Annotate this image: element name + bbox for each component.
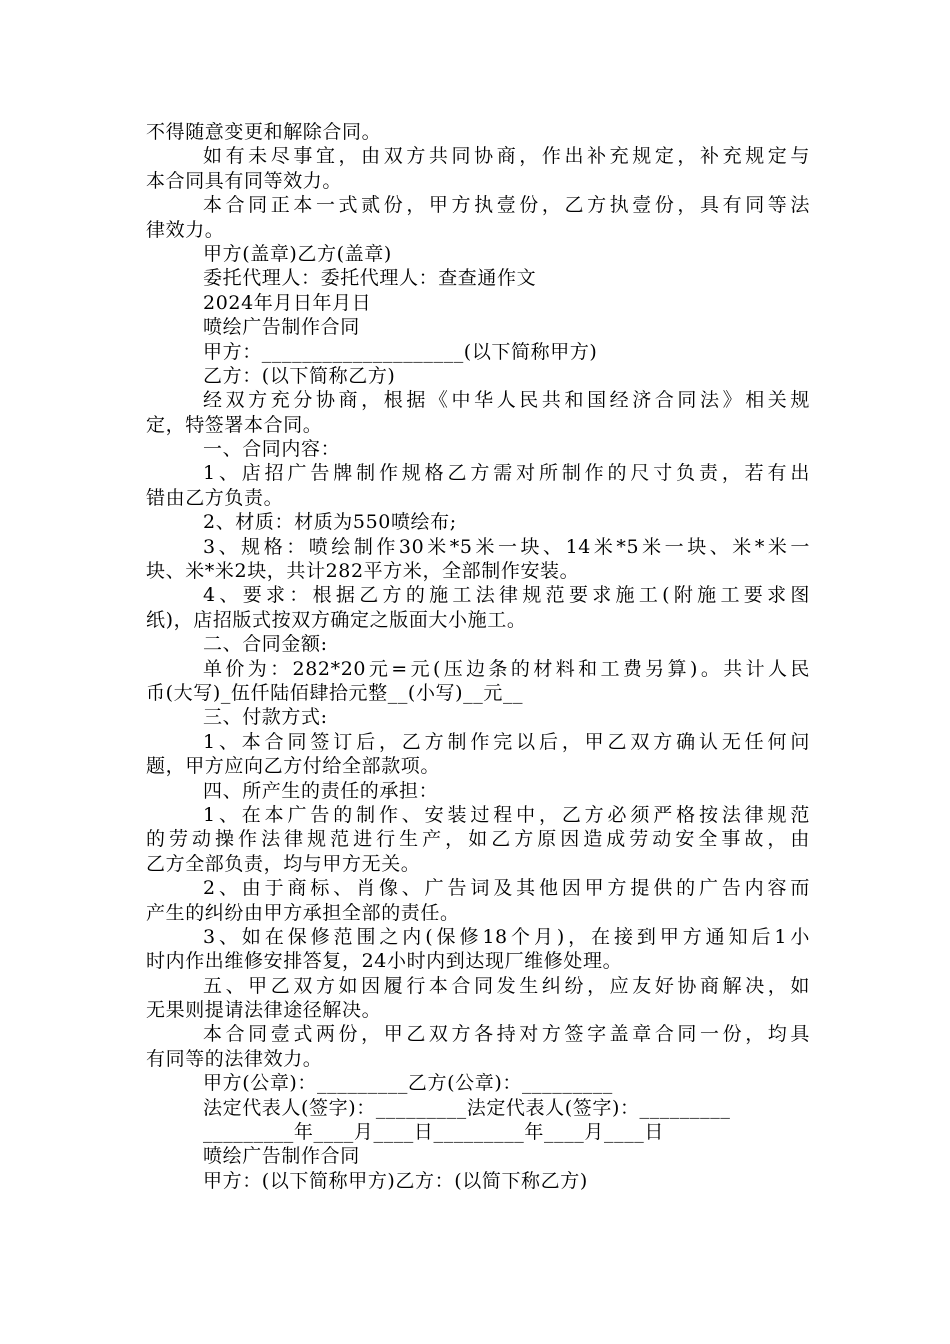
text-line: 3、如在保修范围之内(保修18个月)，在接到甲方通知后1小 [203,925,810,948]
text-line: 四、所产生的责任的承担： [203,779,439,802]
text-line: 甲方：____________________(以下简称甲方) [203,340,598,363]
text-line: 三、付款方式: [203,706,328,729]
text-line: 币(大写)_伍仟陆佰肆拾元整__(小写)__元__ [146,681,524,704]
text-line: 甲方(公章)：_________乙方(公章)：_________ [203,1072,613,1095]
text-line: 委托代理人：委托代理人：查查通作文 [203,267,537,290]
text-line: 有同等的法律效力。 [146,1047,323,1070]
text-line: 二、合同金额: [203,633,328,656]
text-line: 不得随意变更和解除合同。 [146,121,382,143]
text-line: 单价为：282*20元=元(压边条的材料和工费另算)。共计人民 [203,657,810,680]
text-line: 2、材质：材质为550喷绘布; [203,511,457,534]
text-line: 甲方：(以下简称甲方)乙方：(以简下称乙方) [203,1169,588,1192]
text-line: 喷绘广告制作合同 [203,1145,360,1168]
text-line: 如有未尽事宜，由双方共同协商，作出补充规定，补充规定与 [203,145,810,168]
text-line: 本合同具有同等效力。 [146,169,343,192]
text-line: 甲方(盖章)乙方(盖章) [203,242,392,265]
text-line: 1、店招广告牌制作规格乙方需对所制作的尺寸负责，若有出 [203,462,810,485]
text-line: 时内作出维修安排答复，24小时内到达现厂维修处理。 [146,950,623,973]
text-line: 4、要求：根据乙方的施工法律规范要求施工(附施工要求图 [203,584,810,607]
text-line: 喷绘广告制作合同 [203,316,360,339]
text-line: 产生的纠纷由甲方承担全部的责任。 [146,901,460,924]
text-line: 2、由于商标、肖像、广告词及其他因甲方提供的广告内容而 [203,877,810,900]
text-line: 块、米*米2块，共计282平方米，全部制作安装。 [146,560,580,583]
text-line: 经双方充分协商，根据《中华人民共和国经济合同法》相关规 [203,389,810,412]
text-line: 本合同正本一式贰份，甲方执壹份，乙方执壹份，具有同等法 [203,194,810,217]
document-body [146,120,810,1193]
text-line: 1、在本广告的制作、安装过程中，乙方必须严格按法律规范 [203,803,810,826]
text-line: 的劳动操作法律规范进行生产，如乙方原因造成劳动安全事故，由 [146,828,810,851]
text-line: 法定代表人(签字)：_________法定代表人(签字)：_________ [203,1096,731,1119]
text-line: 定，特签署本合同。 [146,413,323,436]
text-line: 一、合同内容： [203,438,341,461]
text-line: 题，甲方应向乙方付给全部款项。 [146,755,441,778]
text-line: 五、甲乙双方如因履行本合同发生纠纷，应友好协商解决，如 [203,974,810,997]
text-line: 2024年月日年月日 [203,291,372,314]
text-line: 律效力。 [146,218,225,241]
text-line: 3、规格：喷绘制作30米*5米一块、14米*5米一块、米*米一 [203,535,810,558]
text-line: 无果则提请法律途径解决。 [146,999,382,1022]
text-line: 乙方：(以下简称乙方) [203,364,396,387]
text-line: _________年____月____日_________年____月____日 [203,1121,664,1144]
text-line: 乙方全部负责，均与甲方无关。 [146,852,421,875]
text-line: 错由乙方负责。 [146,486,284,509]
text-line: 本合同壹式两份，甲乙双方各持对方签字盖章合同一份，均具 [203,1023,810,1046]
text-line: 1、本合同签订后，乙方制作完以后，甲乙双方确认无任何问 [203,730,810,753]
text-line: 纸)，店招版式按双方确定之版面大小施工。 [146,608,527,631]
